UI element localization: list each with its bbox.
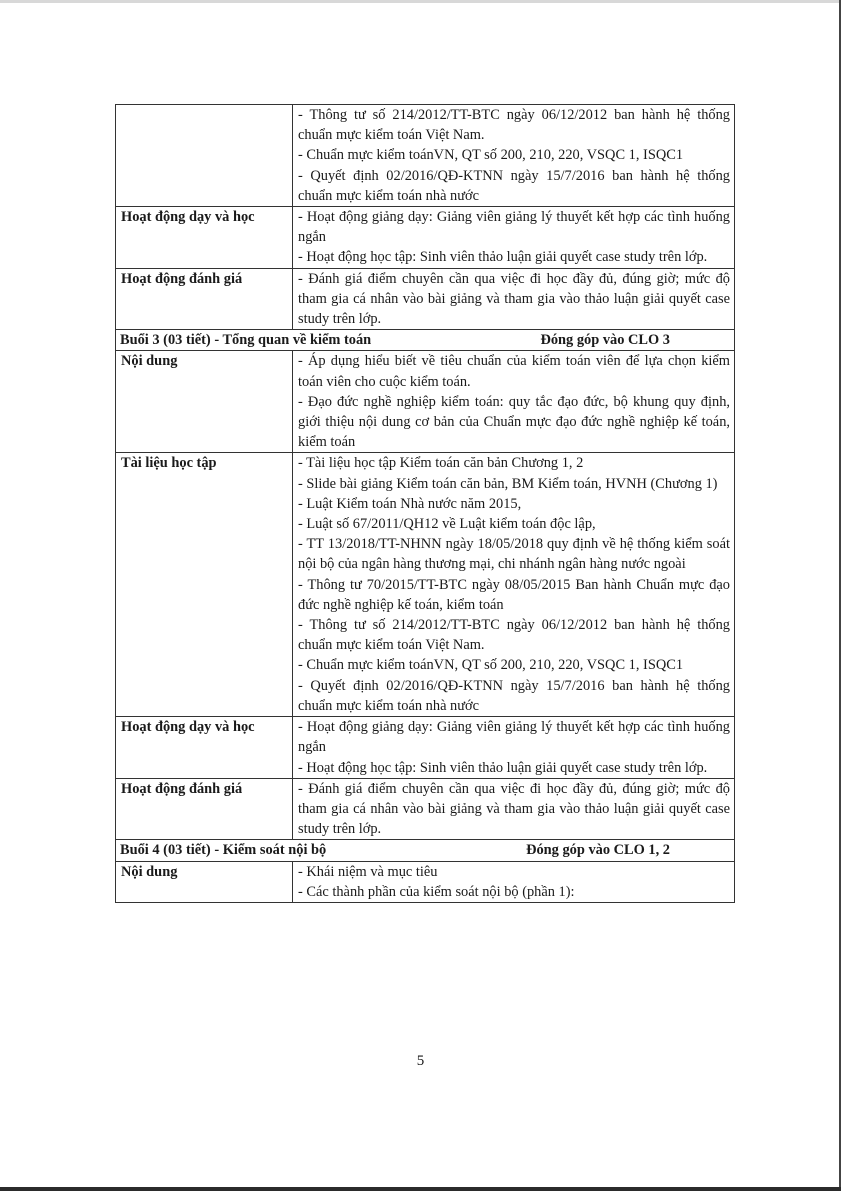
content-line: - Thông tư số 214/2012/TT-BTC ngày 06/12/2012 ban hành hệ thống chuẩn mực kiểm toán Việt Nam. bbox=[298, 617, 730, 654]
content-line: - Luật Kiểm toán Nhà nước năm 2015, bbox=[298, 495, 522, 512]
content-line: - Khái niệm và mục tiêu bbox=[298, 863, 438, 880]
content-line: - Hoạt động giảng dạy: Giảng viên giảng lý thuyết kết hợp các tình huống ngắn bbox=[298, 719, 730, 756]
session-title: Buổi 4 (03 tiết) - Kiểm soát nội bộ bbox=[120, 842, 327, 859]
row-label-empty bbox=[116, 105, 293, 207]
content-line: - Đánh giá điểm chuyên cần qua việc đi học đầy đủ, đúng giờ; mức độ tham gia cá nhân vào bài giảng và tham gia vào thảo luận giải quyết case study trên lớp. bbox=[298, 270, 730, 328]
content-line: - Thông tư 70/2015/TT-BTC ngày 08/05/2015 Ban hành Chuẩn mực đạo đức nghề nghiệp kế toán, kiểm toán bbox=[298, 576, 730, 613]
content-line: - Tài liệu học tập Kiểm toán căn bản Chương 1, 2 bbox=[298, 455, 584, 472]
row-label: Hoạt động đánh giá bbox=[116, 778, 293, 840]
session-clo: Đóng góp vào CLO 3 bbox=[540, 332, 670, 349]
content-line: - Hoạt động giảng dạy: Giảng viên giảng lý thuyết kết hợp các tình huống ngắn bbox=[298, 209, 730, 246]
row-content bbox=[293, 105, 735, 207]
content-line: - Quyết định 02/2016/QĐ-KTNN ngày 15/7/2016 ban hành hệ thống chuẩn mực kiểm toán nhà nước bbox=[298, 677, 730, 714]
content-line: - Áp dụng hiểu biết về tiêu chuẩn của kiểm toán viên để lựa chọn kiểm toán viên cho cuộc kiểm toán. bbox=[298, 353, 730, 390]
session-header-row bbox=[116, 840, 735, 861]
page-edge-top bbox=[0, 0, 841, 3]
row-content bbox=[293, 453, 735, 717]
content-line: - Chuẩn mực kiểm toánVN, QT số 200, 210, 220, VSQC 1, ISQC1 bbox=[298, 657, 684, 674]
row-label: Nội dung bbox=[116, 861, 293, 902]
session-clo: Đóng góp vào CLO 1, 2 bbox=[526, 842, 670, 859]
row-label: Hoạt động dạy và học bbox=[116, 207, 293, 269]
content-line: - Luật số 67/2011/QH12 về Luật kiểm toán độc lập, bbox=[298, 516, 596, 533]
row-content bbox=[293, 861, 735, 902]
page-edge-bottom bbox=[0, 1187, 841, 1191]
content-line: - Chuẩn mực kiểm toánVN, QT số 200, 210, 220, VSQC 1, ISQC1 bbox=[298, 147, 684, 164]
content-line: - Đạo đức nghề nghiệp kiểm toán: quy tắc đạo đức, bộ khung quy định, giới thiệu nội dung cơ bản của Chuẩn mực đạo đức nghề nghiệp kế toán, kiểm toán bbox=[298, 393, 730, 451]
row-label: Hoạt động đánh giá bbox=[116, 268, 293, 330]
content-line: - Đánh giá điểm chuyên cần qua việc đi học đầy đủ, đúng giờ; mức độ tham gia cá nhân vào bài giảng và tham gia vào thảo luận giải quyết case study trên lớp. bbox=[298, 780, 730, 838]
row-content bbox=[293, 778, 735, 840]
content-line: - Slide bài giảng Kiểm toán căn bản, BM Kiểm toán, HVNH (Chương 1) bbox=[298, 475, 718, 492]
row-content bbox=[293, 268, 735, 330]
page-number: 5 bbox=[416, 1053, 425, 1069]
table-row bbox=[116, 351, 735, 453]
session-header-row bbox=[116, 330, 735, 351]
row-label: Tài liệu học tập bbox=[116, 453, 293, 717]
table-row bbox=[116, 861, 735, 902]
row-label: Nội dung bbox=[116, 351, 293, 453]
table-row bbox=[116, 268, 735, 330]
content-line: - Các thành phần của kiểm soát nội bộ (phần 1): bbox=[298, 883, 575, 900]
table-row bbox=[116, 453, 735, 717]
content-line: - TT 13/2018/TT-NHNN ngày 18/05/2018 quy định về hệ thống kiểm soát nội bộ của ngân hàng thương mại, chi nhánh ngân hàng nước ngoài bbox=[298, 536, 730, 573]
session-title: Buổi 3 (03 tiết) - Tổng quan về kiểm toán bbox=[120, 332, 372, 349]
content-line: - Hoạt động học tập: Sinh viên thảo luận giải quyết case study trên lớp. bbox=[298, 249, 708, 266]
table-row bbox=[116, 105, 735, 207]
table-row bbox=[116, 207, 735, 269]
row-content bbox=[293, 207, 735, 269]
content-line: - Thông tư số 214/2012/TT-BTC ngày 06/12/2012 ban hành hệ thống chuẩn mực kiểm toán Việt Nam. bbox=[298, 107, 730, 144]
table-row bbox=[116, 778, 735, 840]
content-line: - Quyết định 02/2016/QĐ-KTNN ngày 15/7/2016 ban hành hệ thống chuẩn mực kiểm toán nhà nước bbox=[298, 167, 730, 204]
content-line: - Hoạt động học tập: Sinh viên thảo luận giải quyết case study trên lớp. bbox=[298, 759, 708, 776]
row-label: Hoạt động dạy và học bbox=[116, 717, 293, 779]
syllabus-table bbox=[115, 104, 735, 903]
row-content bbox=[293, 351, 735, 453]
session-header bbox=[116, 840, 735, 861]
table-row bbox=[116, 717, 735, 779]
session-header bbox=[116, 330, 735, 351]
row-content bbox=[293, 717, 735, 779]
